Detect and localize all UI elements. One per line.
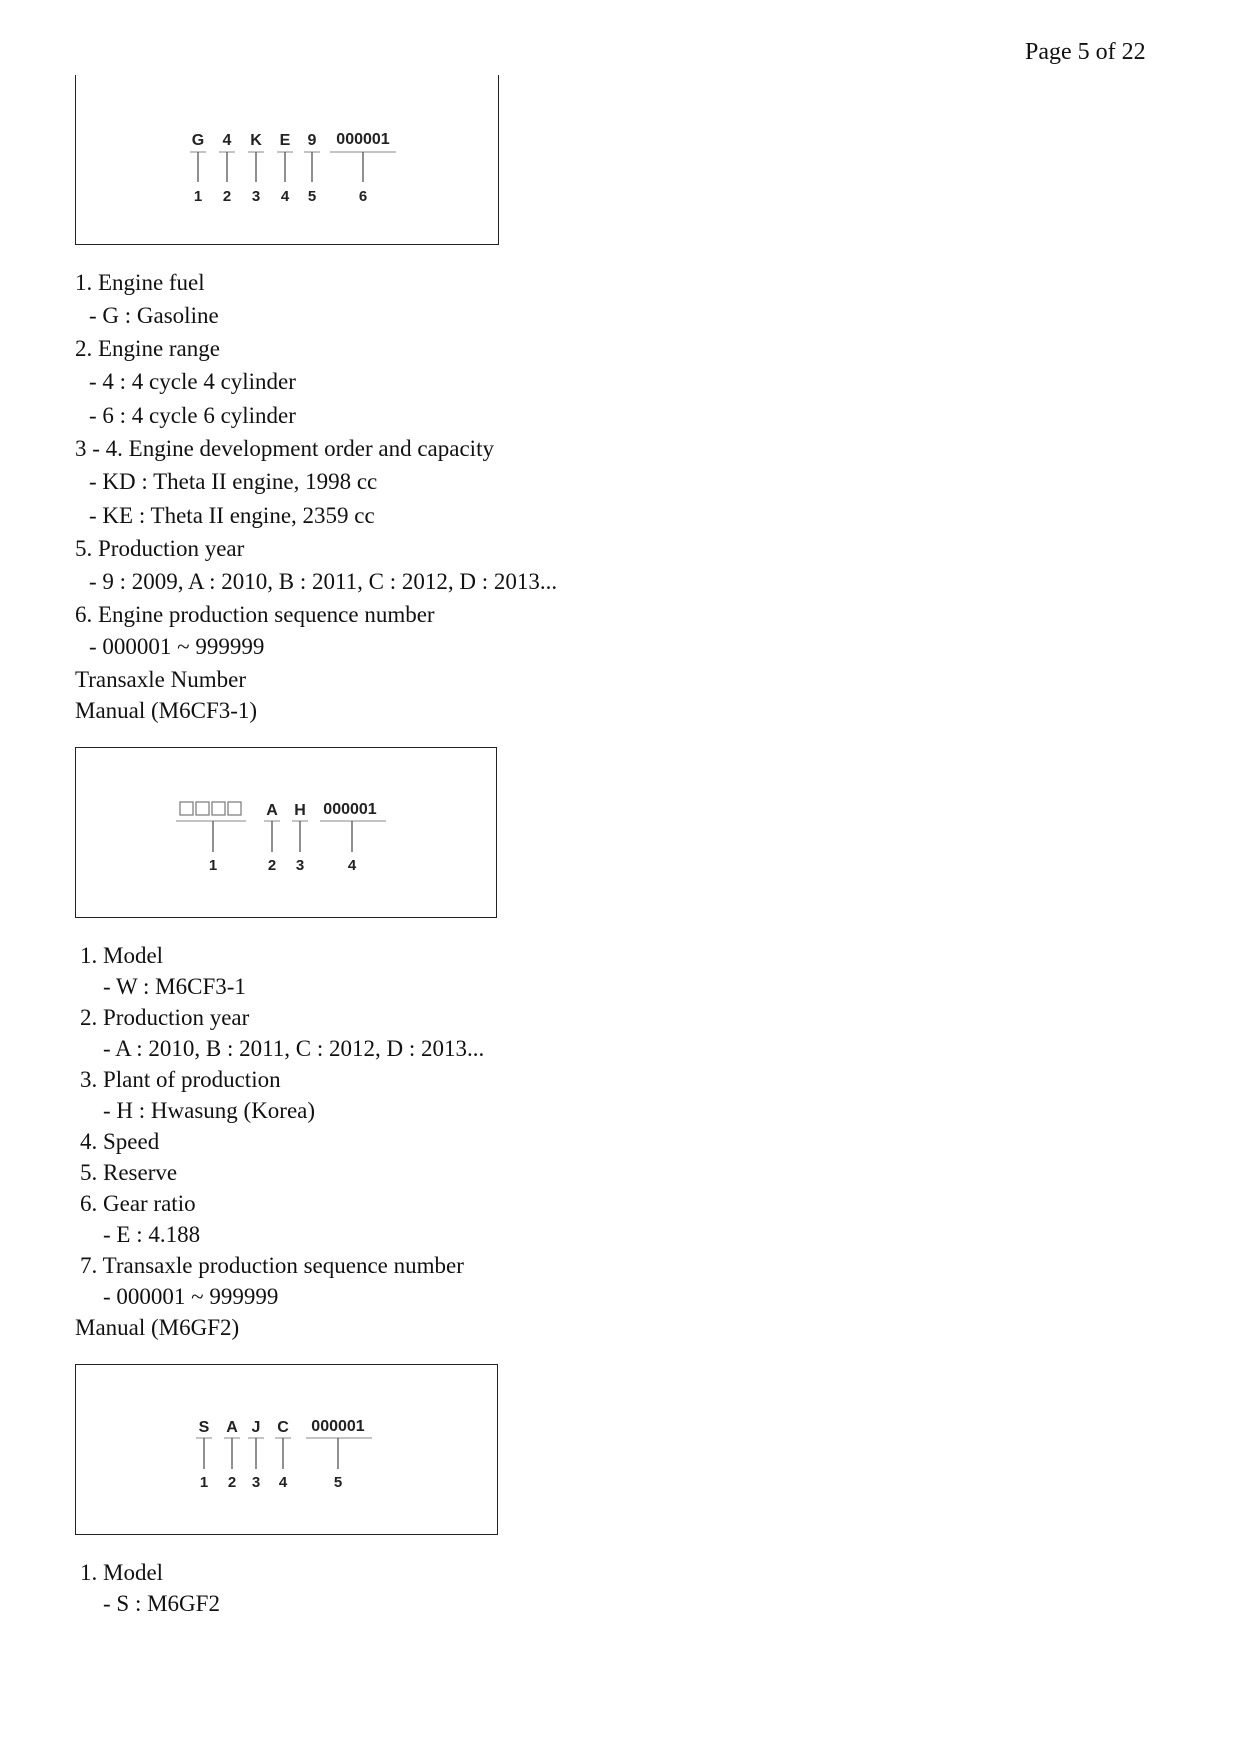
legend-item: 2. Production year (80, 1005, 250, 1030)
transaxle-callout-number: 4 (347, 857, 357, 874)
legend-item: 4. Speed (80, 1129, 160, 1154)
legend-item: 7. Transaxle production sequence number (80, 1253, 464, 1278)
legend-item: 1. Engine fuel (75, 270, 205, 295)
model-code-box (196, 802, 209, 815)
engine-code-char: 4 (222, 132, 232, 149)
subsection-heading: Manual (M6GF2) (75, 1315, 240, 1340)
transaxle-callout-number: 1 (199, 1474, 209, 1491)
legend-item: 3. Plant of production (80, 1067, 281, 1092)
transaxle-callout-number: 3 (251, 1474, 261, 1491)
engine-code-char: G (191, 132, 205, 149)
engine-code-char: 9 (307, 132, 317, 149)
engine-code-serial: 000001 (336, 131, 390, 148)
engine-code-char: E (279, 132, 291, 149)
legend-item: 5. Reserve (80, 1160, 178, 1185)
transaxle-callout-number: 2 (267, 857, 277, 874)
section-heading: Transaxle Number (75, 667, 246, 692)
legend-sub: - E : 4.188 (103, 1222, 201, 1247)
legend-sub: - KE : Theta II engine, 2359 cc (89, 503, 375, 528)
transaxle-callout-number: 1 (208, 857, 218, 874)
transaxle-callout-number: 4 (278, 1474, 288, 1491)
engine-callout-number: 2 (222, 188, 232, 205)
legend-sub: - W : M6CF3-1 (103, 974, 246, 999)
legend-item: 3 - 4. Engine development order and capacity (75, 436, 494, 461)
legend-sub: - 9 : 2009, A : 2010, B : 2011, C : 2012, D : 2013... (89, 569, 558, 594)
legend-sub: - S : M6GF2 (103, 1591, 220, 1616)
transaxle-code-char: J (251, 1419, 261, 1436)
engine-callout-number: 1 (193, 188, 203, 205)
engine-callout-number: 6 (358, 188, 368, 205)
model-code-box (180, 802, 193, 815)
transaxle-callout-number: 3 (295, 857, 305, 874)
engine-callout-number: 3 (251, 188, 261, 205)
transaxle-code-serial: 000001 (323, 801, 377, 818)
legend-sub: - 4 : 4 cycle 4 cylinder (89, 369, 296, 394)
transaxle-callout-number: 2 (227, 1474, 237, 1491)
legend-sub: - 000001 ~ 999999 (103, 1284, 279, 1309)
legend-sub: - A : 2010, B : 2011, C : 2012, D : 2013... (103, 1036, 485, 1061)
transaxle-m6gf2-diagram (75, 1364, 498, 1535)
legend-sub: - H : Hwasung (Korea) (103, 1098, 316, 1123)
legend-sub: - KD : Theta II engine, 1998 cc (89, 469, 378, 494)
model-code-box (212, 802, 225, 815)
transaxle-callout-number: 5 (333, 1474, 343, 1491)
legend-item: 1. Model (80, 943, 164, 968)
transaxle-code-char: S (198, 1419, 210, 1436)
model-code-box (228, 802, 241, 815)
engine-number-diagram (75, 75, 499, 245)
legend-item: 6. Engine production sequence number (75, 602, 435, 627)
legend-item: 1. Model (80, 1560, 164, 1585)
engine-callout-number: 4 (280, 188, 290, 205)
legend-sub: - 000001 ~ 999999 (89, 634, 265, 659)
legend-item: 6. Gear ratio (80, 1191, 196, 1216)
transaxle-code-char: C (277, 1419, 289, 1436)
page-number: Page 5 of 22 (1025, 39, 1146, 65)
transaxle-code-serial: 000001 (311, 1418, 365, 1435)
subsection-heading: Manual (M6CF3-1) (75, 698, 258, 723)
engine-code-char: K (250, 132, 262, 149)
legend-sub: - 6 : 4 cycle 6 cylinder (89, 403, 296, 428)
transaxle-code-char: A (266, 802, 278, 819)
legend-sub: - G : Gasoline (89, 303, 219, 328)
transaxle-m6cf3-diagram (75, 747, 497, 918)
transaxle-code-char: A (226, 1419, 238, 1436)
engine-callout-number: 5 (307, 188, 317, 205)
transaxle-code-char: H (294, 802, 306, 819)
legend-item: 5. Production year (75, 536, 245, 561)
legend-item: 2. Engine range (75, 336, 220, 361)
